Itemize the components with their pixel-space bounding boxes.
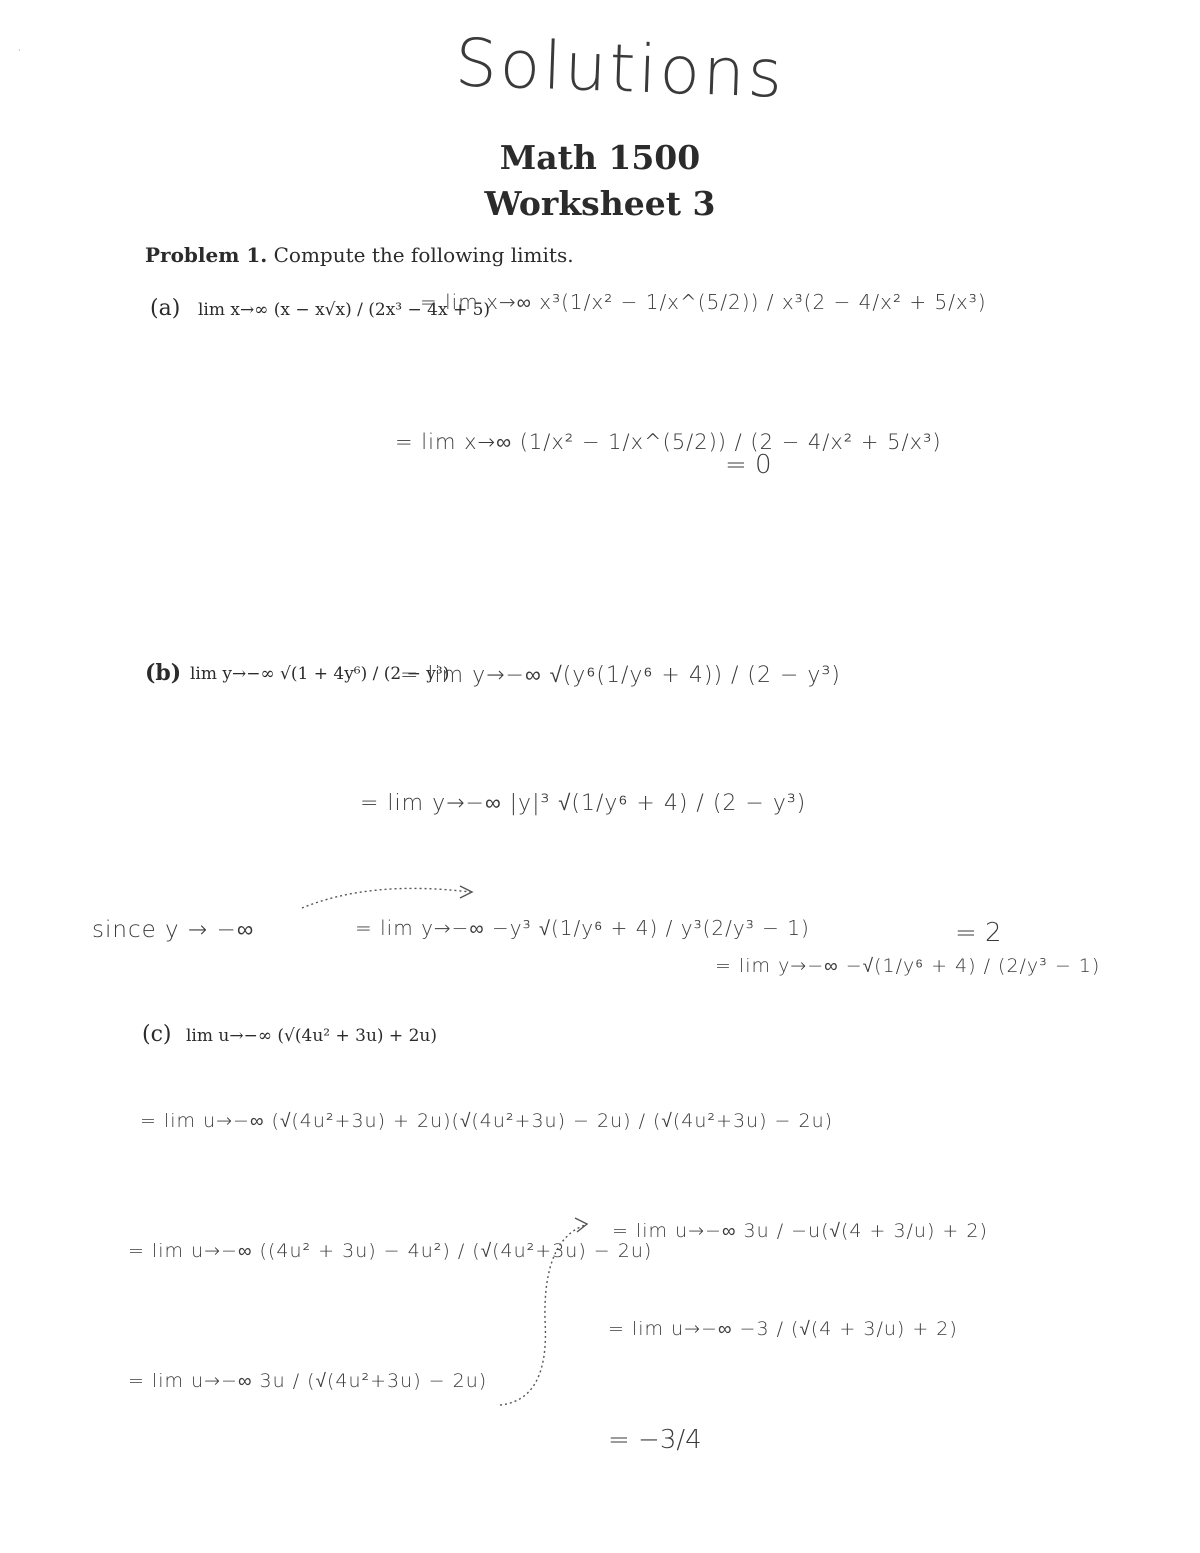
note-arrow xyxy=(300,878,480,918)
course-title: Math 1500 xyxy=(499,138,701,177)
part-b-step-4: = lim y→−∞ −√(1/y⁶ + 4) / (2/y³ − 1) xyxy=(715,955,1101,977)
part-b-expression: lim y→−∞ √(1 + 4y⁶) / (2 − y³) xyxy=(190,664,450,684)
problem-heading xyxy=(145,243,574,267)
part-a-step-2: = lim x→∞ (1/x² − 1/x^(5/2)) / (2 − 4/x² + 5/x³) xyxy=(395,430,942,454)
part-b-step-1: = lim y→−∞ √(y⁶(1/y⁶ + 4)) / (2 − y³) xyxy=(400,663,841,688)
part-b-label: (b) xyxy=(145,660,182,686)
part-a-expression: lim x→∞ (x − x√x) / (2x³ − 4x + 5) xyxy=(198,300,491,320)
part-a-answer: = 0 xyxy=(725,450,772,480)
problem-instruction: Compute the following limits. xyxy=(273,243,574,267)
part-c-step-2: = lim u→−∞ ((4u² + 3u) − 4u²) / (√(4u²+3u) − 2u) xyxy=(128,1240,653,1262)
part-c-label: (c) xyxy=(142,1022,172,1047)
part-c-step-1: = lim u→−∞ (√(4u²+3u) + 2u)(√(4u²+3u) − 2u) / (√(4u²+3u) − 2u) xyxy=(140,1110,834,1132)
part-a-step-1: = lim x→∞ x³(1/x² − 1/x^(5/2)) / x³(2 − 4/x² + 5/x³) xyxy=(420,290,987,314)
continuation-arrow xyxy=(495,1200,615,1420)
worksheet-title: Worksheet 3 xyxy=(484,184,716,223)
part-c-step-5: = lim u→−∞ −3 / (√(4 + 3/u) + 2) xyxy=(608,1318,958,1340)
part-c-answer: = −3/4 xyxy=(608,1425,702,1455)
part-b-step-2: = lim y→−∞ |y|³ √(1/y⁶ + 4) / (2 − y³) xyxy=(360,791,807,816)
part-b-step-3: = lim y→−∞ −y³ √(1/y⁶ + 4) / y³(2/y³ − 1) xyxy=(355,916,810,940)
part-b-note: since y → −∞ xyxy=(92,917,255,943)
part-c-step-4: = lim u→−∞ 3u / −u(√(4 + 3/u) + 2) xyxy=(612,1220,988,1242)
part-a-label: (a) xyxy=(150,296,181,321)
scan-speck: · xyxy=(18,46,21,55)
problem-label: Problem 1. xyxy=(145,243,268,267)
part-b-answer: = 2 xyxy=(955,918,1002,948)
handwritten-title: Solutions xyxy=(453,24,787,113)
part-c-expression: lim u→−∞ (√(4u² + 3u) + 2u) xyxy=(186,1026,437,1046)
part-c-step-3: = lim u→−∞ 3u / (√(4u²+3u) − 2u) xyxy=(128,1370,488,1392)
